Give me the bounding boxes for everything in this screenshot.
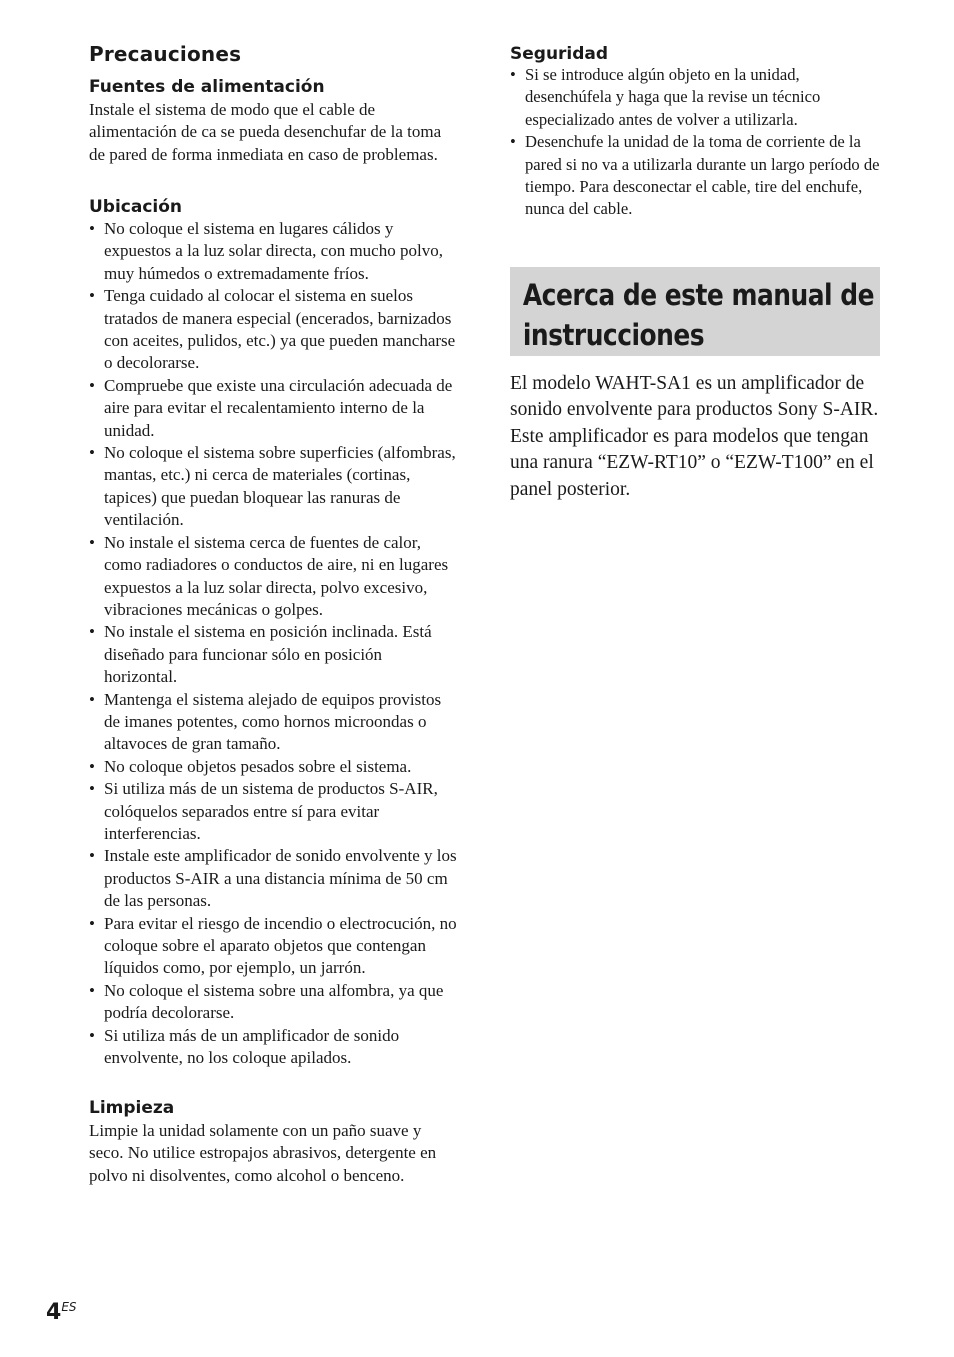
- location-list-item: • No coloque el sistema en lugares cálidos y expuestos a la luz solar directa, con mucho polvo, muy húmedos o extremadamente fríos.: [89, 218, 459, 285]
- cleaning-text: Limpie la unidad solamente con un paño suave y seco. No utilice estropajos abrasivos, detergente en polvo ni disolventes, como alcohol o benceno.: [89, 1121, 437, 1185]
- location-list-item: • Mantenga el sistema alejado de equipos provistos de imanes potentes, como hornos microondas o altavoces de gran tamaño.: [89, 689, 459, 756]
- location-list-item: • Tenga cuidado al colocar el sistema en suelos tratados de manera especial (encerados, barnizados con aceites, pulidos, etc.) ya que pueden mancharse o decolorarse.: [89, 285, 459, 375]
- page-title: Precauciones: [89, 42, 242, 66]
- location-list-item: • No coloque objetos pesados sobre el sistema.: [89, 756, 459, 778]
- location-list-item: • No coloque el sistema sobre superficies (alfombras, mantas, etc.) ni cerca de materiales (cortinas, tapices) que puedan bloquear las ranuras de ventilación.: [89, 442, 459, 532]
- power-text: Instale el sistema de modo que el cable de alimentación de ca se pueda desenchufar de la toma de pared de forma inmediata en caso de problemas.: [89, 100, 442, 164]
- location-list-item: • Para evitar el riesgo de incendio o electrocución, no coloque sobre el aparato objetos que contengan líquidos como, por ejemplo, un jarrón.: [89, 913, 459, 980]
- cleaning-heading: Limpieza: [89, 1098, 175, 1118]
- section-title: Acerca de este manual de instrucciones: [522, 278, 875, 352]
- location-list-item: • No coloque el sistema sobre una alfombra, ya que podría decolorarse.: [89, 980, 459, 1025]
- location-heading: Ubicación: [89, 197, 183, 217]
- page-number: [46, 1300, 77, 1325]
- safety-list-item: • Si se introduce algún objeto en la unidad, desenchúfela y haga que la revise un técnico especializado antes de volver a utilizarla.: [510, 64, 882, 131]
- safety-list: [510, 64, 882, 221]
- location-section: [89, 197, 459, 1069]
- location-list: [89, 218, 459, 1069]
- cleaning-section: [89, 1098, 459, 1187]
- location-list-item: • Compruebe que existe una circulación adecuada de aire para evitar el recalentamiento interno de la unidad.: [89, 375, 459, 442]
- location-list-item: • Si utiliza más de un amplificador de sonido envolvente, no los coloque apilados.: [89, 1025, 459, 1070]
- location-list-item: • Instale este amplificador de sonido envolvente y los productos S-AIR a una distancia mínima de 50 cm de las personas.: [89, 845, 459, 912]
- safety-heading: Seguridad: [510, 44, 609, 64]
- location-list-item: • No instale el sistema cerca de fuentes de calor, como radiadores o conductos de aire, ni en lugares expuestos a la luz solar directa, polvo excesivo, vibraciones mecánicas o golpes.: [89, 532, 459, 622]
- page-number-value: 4: [46, 1300, 62, 1325]
- location-list-item: • No instale el sistema en posición inclinada. Está diseñado para funcionar sólo en posición horizontal.: [89, 621, 459, 688]
- section-title-banner: [510, 267, 880, 356]
- location-list-item: • Si utiliza más de un sistema de productos S-AIR, colóquelos separados entre sí para evitar interferencias.: [89, 778, 459, 845]
- safety-section: [510, 44, 882, 221]
- power-heading: Fuentes de alimentación: [89, 77, 325, 97]
- language-code: ES: [61, 1300, 77, 1314]
- intro-paragraph: El modelo WAHT-SA1 es un amplificador de sonido envolvente para productos Sony S-AIR. Este amplificador es para modelos que tengan una ranura “EZW-RT10” o “EZW-T100” en el panel posterior.: [510, 373, 879, 500]
- power-section: [89, 77, 459, 166]
- safety-list-item: • Desenchufe la unidad de la toma de corriente de la pared si no va a utilizarla durante un largo período de tiempo. Para desconectar el cable, tire del enchufe, nunca del cable.: [510, 131, 882, 221]
